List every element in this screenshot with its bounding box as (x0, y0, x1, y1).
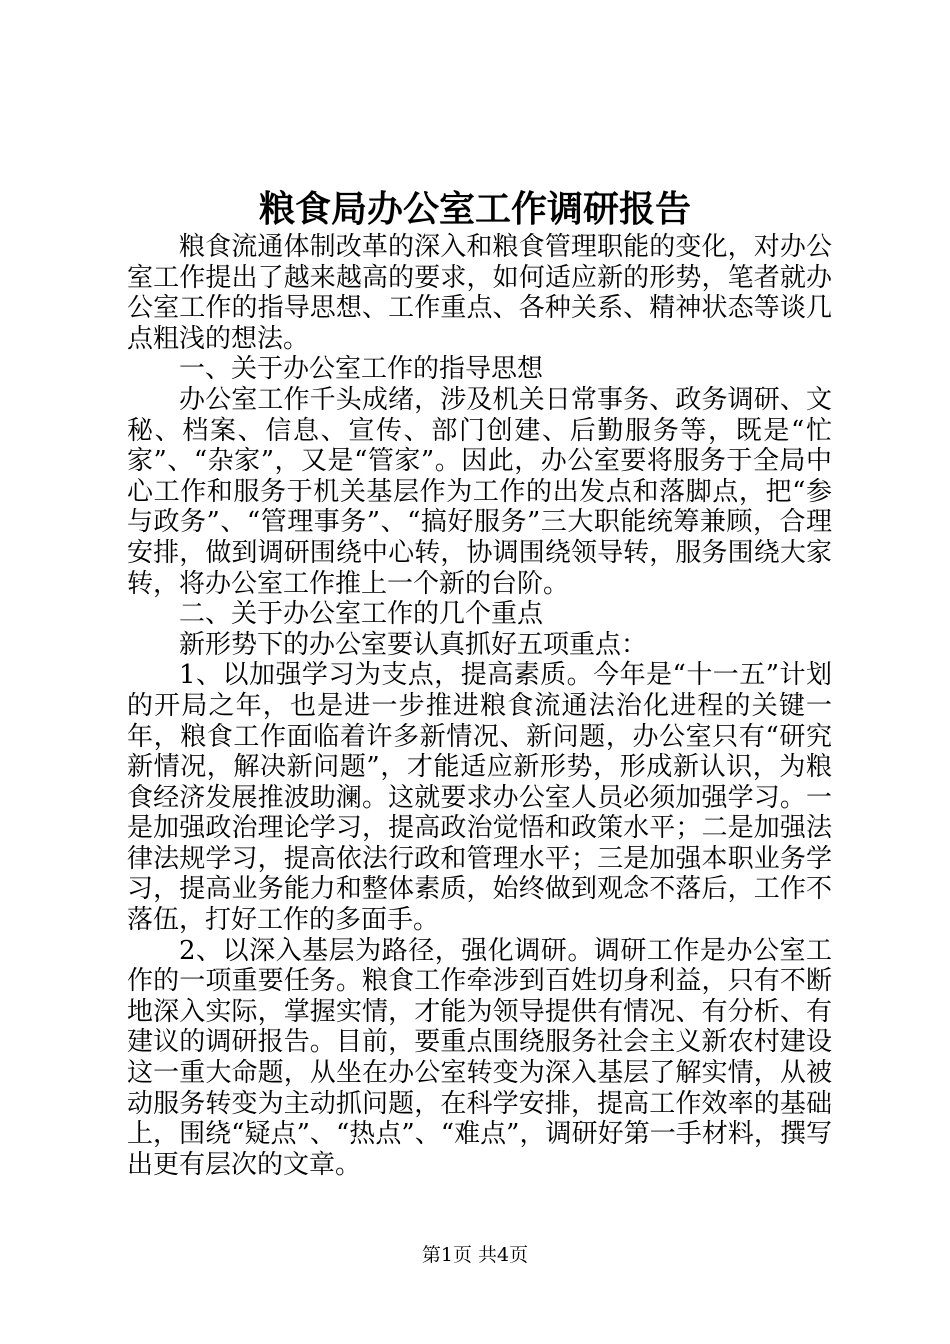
section-1-paragraph: 办公室工作千头成绪，涉及机关日常事务、政务调研、文秘、档案、信息、宣传、部门创建、后勤服务等，既是“忙家”、“杂家”，又是“管家”。因此，办公室要将服务于全局中心工作和服务于机关基层作为工作的出发点和落脚点，把“参与政务”、“管理事务”、“搞好服务”三大职能统筹兼顾，合理安排，做到调研围绕中心转，协调围绕领导转，服务围绕大家转，将办公室工作推上一个新的台阶。 (127, 384, 832, 599)
section-heading-2: 二、关于办公室工作的几个重点 (179, 599, 544, 630)
page-number: 第1页 共4页 (421, 1244, 529, 1266)
point-2-paragraph: 2、以深入基层为路径，强化调研。调研工作是办公室工作的一项重要任务。粮食工作牵涉到百姓切身利益，只有不断地深入实际，掌握实情，才能为领导提供有情况、有分析、有建议的调研报告。目前，要重点围绕服务社会主义新农村建设这一重大命题，从坐在办公室转变为深入基层了解实情，从被动服务转变为主动抓问题，在科学安排，提高工作效率的基础上，围绕“疑点”、“热点”、“难点”，调研好第一手材料，撰写出更有层次的文章。 (127, 935, 832, 1180)
point-1-paragraph: 1、以加强学习为支点，提高素质。今年是“十一五”计划的开局之年，也是进一步推进粮食流通法治化进程的关键一年，粮食工作面临着许多新情况、新问题，办公室只有“研究新情况，解决新问题”，才能适应新形势，形成新认识，为粮食经济发展推波助澜。这就要求办公室人员必须加强学习。一是加强政治理论学习，提高政治觉悟和政策水平；二是加强法律法规学习，提高依法行政和管理水平；三是加强本职业务学习，提高业务能力和整体素质，始终做到观念不落后，工作不落伍，打好工作的多面手。 (127, 660, 832, 936)
document-body (127, 232, 832, 1180)
document-title: 粮食局办公室工作调研报告 (258, 188, 691, 230)
intro-paragraph: 粮食流通体制改革的深入和粮食管理职能的变化，对办公室工作提出了越来越高的要求，如何适应新的形势，笔者就办公室工作的指导思想、工作重点、各种关系、精神状态等谈几点粗浅的想法。 (127, 232, 832, 354)
section-2-lead-paragraph: 新形势下的办公室要认真抓好五项重点： (179, 629, 648, 660)
section-heading-1: 一、关于办公室工作的指导思想 (179, 354, 544, 385)
